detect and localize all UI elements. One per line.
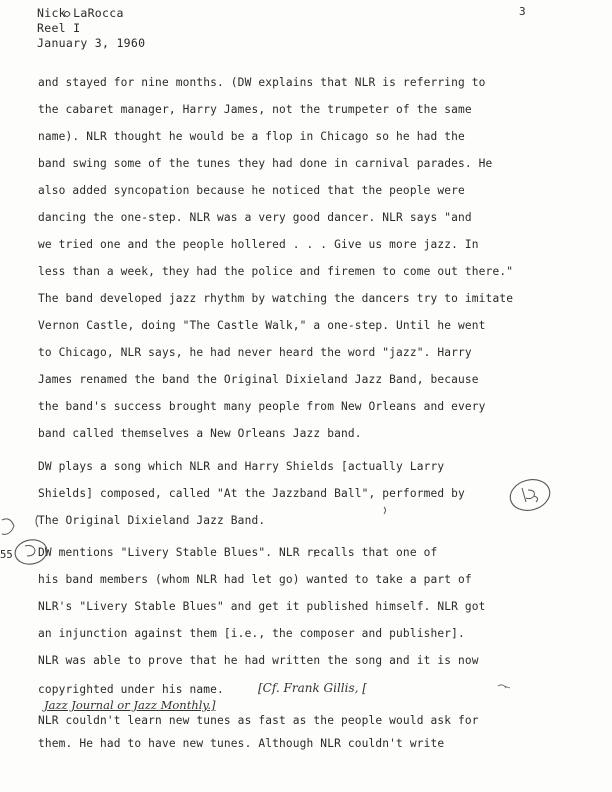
pencil-mark	[498, 685, 510, 688]
pencil-mark	[36, 515, 38, 527]
text-line: The Original Dixieland Jazz Band.	[38, 514, 266, 527]
text-line: DW plays a song which NLR and Harry Shields [actually Larry	[38, 460, 445, 473]
text-line: NLR was able to prove that he had written the song and it is now	[38, 654, 479, 667]
text-line: band called themselves a New Orleans Jazz band.	[38, 427, 362, 440]
text-line: the cabaret manager, Harry James, not the trumpeter of the same	[38, 103, 472, 116]
text-line: an injunction against them [i.e., the composer and publisher].	[38, 627, 465, 640]
text-line: dancing the one-step. NLR was a very good dancer. NLR says "and	[38, 211, 472, 224]
text-line: The band developed jazz rhythm by watching the dancers try to imitate	[38, 292, 514, 305]
text-line: name). NLR thought he would be a flop in Chicago so he had the	[38, 130, 465, 143]
reel-label: Reel I	[37, 21, 81, 35]
handwritten-note: [Cf. Frank Gillis, [	[258, 681, 367, 695]
text-line: copyrighted under his name.	[38, 683, 224, 696]
pencil-mark	[25, 546, 35, 557]
text-line: his band members (whom NLR had let go) wanted to take a part of	[38, 573, 472, 586]
circled-mark	[507, 475, 553, 514]
text-line: we tried one and the people hollered . . . Give us more jazz. In	[38, 238, 479, 251]
pencil-mark	[64, 12, 70, 17]
page-number: 3	[519, 5, 526, 18]
text-line: also added syncopation because he noticed that the people were	[38, 184, 465, 197]
text-line: DW mentions "Livery Stable Blues". NLR recalls that one of	[38, 546, 438, 559]
text-line: NLR couldn't learn new tunes as fast as the people would ask for	[38, 714, 479, 727]
text-line: them. He had to have new tunes. Although NLR couldn't write	[38, 737, 445, 750]
text-line: and stayed for nine months. (DW explains that NLR is referring to	[38, 76, 486, 89]
text-line: NLR's "Livery Stable Blues" and get it published himself. NLR got	[38, 600, 486, 613]
pencil-mark	[314, 550, 316, 557]
pencil-mark	[384, 507, 386, 514]
interview-date: January 3, 1960	[37, 36, 146, 50]
pencil-mark	[522, 488, 538, 502]
margin-number: 55	[0, 549, 13, 561]
text-line: to Chicago, NLR says, he had never heard the word "jazz". Harry	[38, 346, 472, 359]
interviewee-name: Nick LaRocca	[37, 6, 124, 20]
text-line: James renamed the band the Original Dixieland Jazz Band, because	[38, 373, 479, 386]
text-line: Vernon Castle, doing "The Castle Walk," a one-step. Until he went	[38, 319, 486, 332]
pencil-mark	[2, 519, 14, 534]
handwritten-note: Jazz Journal or Jazz Monthly.]	[44, 698, 216, 712]
circled-mark	[13, 537, 49, 566]
text-line: the band's success brought many people from New Orleans and every	[38, 400, 486, 413]
text-line: band swing some of the tunes they had done in carnival parades. He	[38, 157, 493, 170]
text-line: Shields] composed, called "At the Jazzband Ball", performed by	[38, 487, 465, 500]
text-line: less than a week, they had the police and firemen to come out there."	[38, 265, 514, 278]
